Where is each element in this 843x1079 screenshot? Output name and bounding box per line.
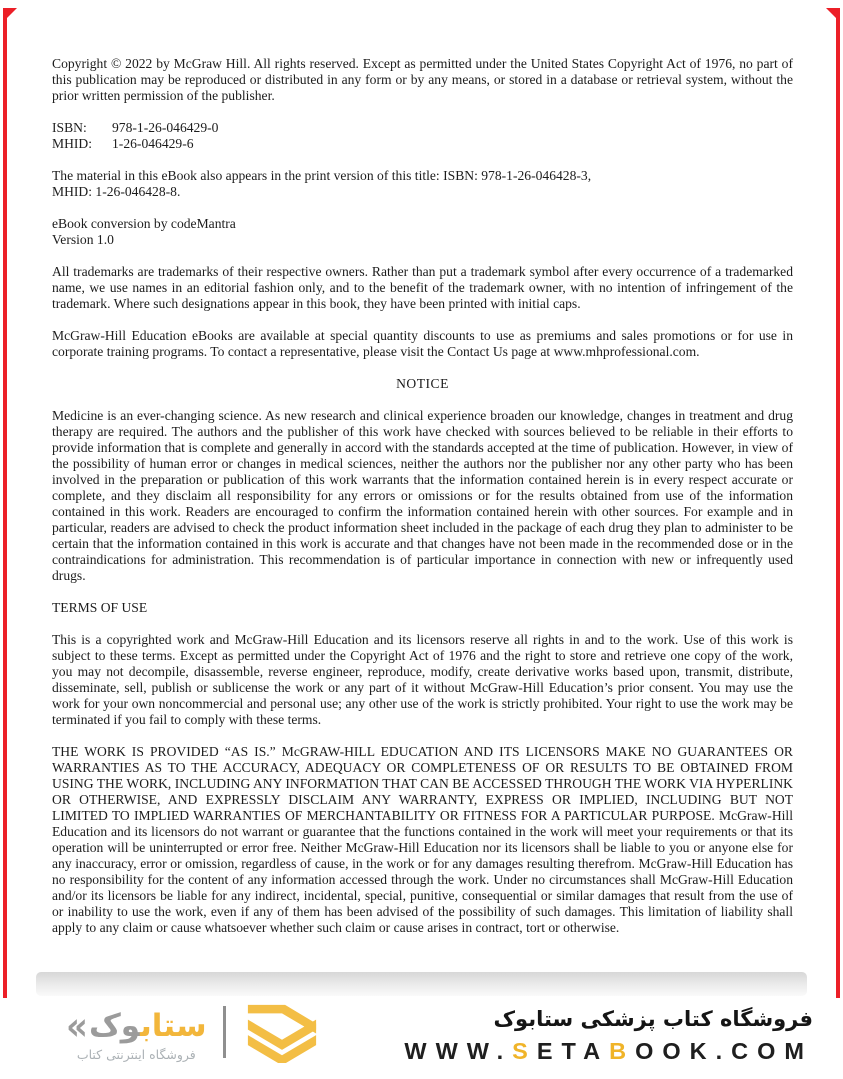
website-url bbox=[404, 1038, 813, 1065]
copyright-paragraph: Copyright © 2022 by McGraw Hill. All rights reserved. Except as permitted under the United States Copyright Act of 1976, no part of this publication may be reproduced or distributed in any form or by any means, or stored in a database or retrieval system, without the prior written permission of the publisher. bbox=[52, 56, 793, 103]
warranty-paragraph: THE WORK IS PROVIDED “AS IS.” McGRAW-HILL EDUCATION AND ITS LICENSORS MAKE NO GUARANTEES OR WARRANTIES AS TO THE ACCURACY, ADEQUACY OR COMPLETENESS OF OR RESULTS TO BE OBTAINED FROM USING THE WORK, INCLUDING ANY INFORMATION THAT CAN BE ACCESSED THROUGH THE WORK VIA HYPERLINK OR OTHERWISE, AND EXPRESSLY DISCLAIM ANY WARRANTY, EXPRESS OR IMPLIED, INCLUDING BUT NOT LIMITED TO IMPLIED WARRANTIES OF MERCHANTABILITY OR FITNESS FOR A PARTICULAR PURPOSE. McGraw-Hill Education and its licensors do not warrant or guarantee that the functions contained in the work will meet your requirements or that its operation will be uninterrupted or error free. Neither McGraw-Hill Education nor its licensors shall be liable to you or anyone else for any inaccuracy, error or omission, regardless of cause, in the work or for any damages resulting therefrom. McGraw-Hill Education has no responsibility for the content of any information accessed through the work. Under no circumstances shall McGraw-Hill Education and/or its licensors be liable for any indirect, incidental, special, punitive, consequential or similar damages that result from the use of or inability to use the work, even if any of them has been advised of the possibility of such damages. This limitation of liability shall apply to any claim or cause whatsoever whether such claim or cause arises in contract, tort or otherwise. bbox=[52, 744, 793, 935]
mhid-label: MHID: bbox=[52, 136, 93, 151]
copyright-page-content bbox=[52, 56, 793, 952]
url-segment-s: S bbox=[512, 1037, 537, 1064]
mhid-value: 1-26-046429-6 bbox=[112, 136, 194, 151]
url-segment-www: WWW. bbox=[404, 1037, 513, 1064]
setabook-chevron-icon bbox=[242, 1001, 322, 1063]
trademarks-paragraph: All trademarks are trademarks of their respective owners. Rather than put a trademark symbol after every occurrence of a trademarked name, we use names in an editorial fashion only, and to the benefit of the trademark owner, with no intention of infringement of the trademark. Where such designations appear in this book, they have been printed with initial caps. bbox=[52, 264, 793, 311]
footer-site-info bbox=[404, 1007, 813, 1065]
store-title: فروشگاه کتاب پزشکی ستابوک bbox=[493, 1006, 813, 1031]
url-segment-b: B bbox=[609, 1037, 636, 1064]
terms-of-use-paragraph: This is a copyrighted work and McGraw-Hill Education and its licensors reserve all rights in and to the work. Use of this work is subject to these terms. Except as permitted under the Copyright Act of 1976 and the right to store and retrieve one copy of the work, you may not decompile, disassemble, reverse engineer, reproduce, modify, create derivative works based upon, transmit, distribute, disseminate, sell, publish or sublicense the work or any part of it without McGraw-Hill Education’s prior consent. You may use the work for your own noncommercial and personal use; any other use of the work is strictly prohibited. Your right to use the work may be terminated if you fail to comply with these terms. bbox=[52, 632, 793, 727]
notice-paragraph: Medicine is an ever-changing science. As new research and clinical experience broaden our knowledge, changes in treatment and drug therapy are required. The authors and the publisher of this work have checked with sources believed to be reliable in their efforts to provide information that is complete and generally in accord with the standards accepted at the time of publication. However, in view of the possibility of human error or changes in medical sciences, neither the authors nor the publisher nor any other party who has been involved in the preparation or publication of this work warrants that the information contained herein is in every respect accurate or complete, and they disclaim all responsibility for any errors or omissions or for the results obtained from use of the information contained in this work. Readers are encouraged to confirm the information contained herein with other sources. For example and in particular, readers are advised to check the product information sheet included in the package of each drug they plan to administer to be certain that the information contained in this work is accurate and that changes have not been made in the recommended dose or in the contraindications for administration. This recommendation is of particular importance in connection with new or infrequently used drugs. bbox=[52, 408, 793, 583]
footer-divider bbox=[36, 972, 807, 996]
page-edge-marker-right bbox=[836, 8, 840, 1079]
conversion-block bbox=[52, 216, 793, 248]
logo-tagline: فروشگاه اینترنتی کتاب bbox=[76, 1046, 196, 1062]
isbn-value: 978-1-26-046429-0 bbox=[112, 120, 219, 135]
print-edition-line-1: The material in this eBook also appears in the print version of this title: ISBN: 978-1-26-046428-3, bbox=[52, 168, 592, 183]
discounts-paragraph: McGraw-Hill Education eBooks are available at special quantity discounts to use as premiums and sales promotions or for use in corporate training programs. To contact a representative, please visit the Contact Us page at www.mhprofessional.com. bbox=[52, 328, 793, 359]
logo-wordmark-row bbox=[66, 1003, 207, 1050]
footer bbox=[0, 998, 843, 1079]
terms-of-use-heading: TERMS OF USE bbox=[52, 600, 148, 615]
version-line: Version 1.0 bbox=[52, 232, 114, 247]
page-edge-marker-left bbox=[3, 8, 7, 1079]
conversion-line: eBook conversion by codeMantra bbox=[52, 216, 236, 231]
url-segment-ookcom: OOK.COM bbox=[635, 1037, 813, 1064]
isbn-label: ISBN: bbox=[52, 120, 87, 135]
logo-wordmark bbox=[89, 1009, 207, 1043]
isbn-line bbox=[52, 120, 793, 136]
logo-divider bbox=[223, 1006, 226, 1058]
setabook-logo bbox=[66, 1001, 322, 1071]
logo-chevron-mark-icon: « bbox=[66, 1003, 88, 1050]
notice-heading: NOTICE bbox=[396, 376, 449, 391]
logo-wordmark-stack bbox=[66, 1003, 207, 1062]
logo-wordmark-gray: وک bbox=[88, 1008, 141, 1045]
url-segment-eta: ETA bbox=[536, 1037, 610, 1064]
isbn-block bbox=[52, 120, 793, 152]
mhid-line bbox=[52, 136, 793, 152]
logo-wordmark-yellow: ستاب bbox=[140, 1008, 207, 1045]
print-edition-line-2: MHID: 1-26-046428-8. bbox=[52, 184, 181, 199]
print-edition-block bbox=[52, 168, 793, 200]
